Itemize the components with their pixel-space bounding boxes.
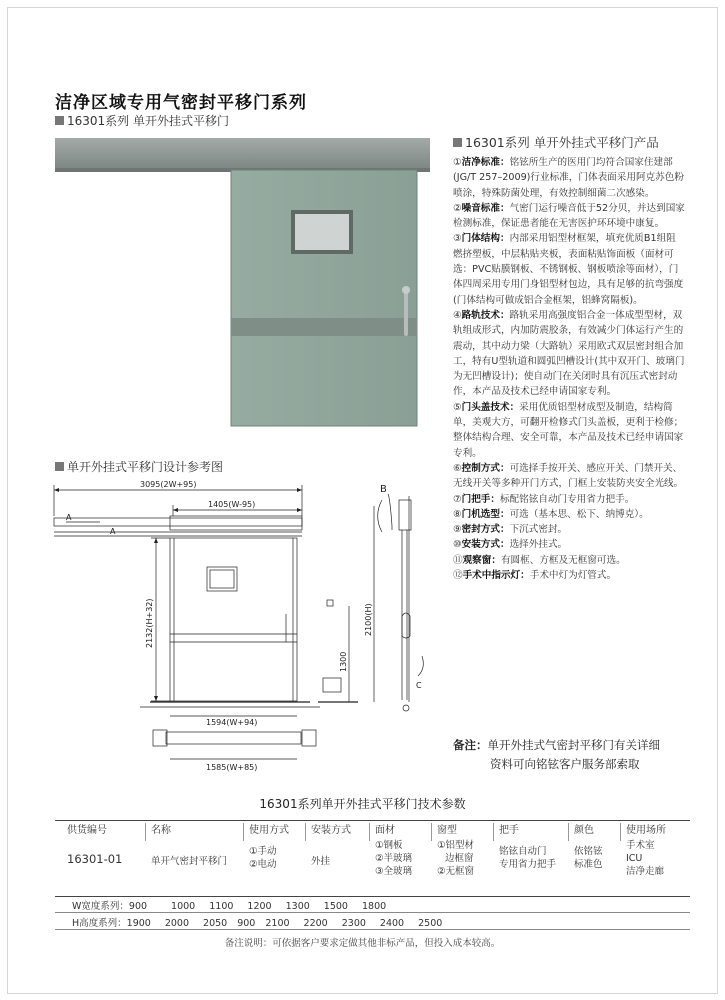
door-handle: [404, 290, 408, 336]
parameter-table: [55, 820, 690, 897]
col-window: [433, 821, 493, 896]
cell-value: ①铝型材 边框窗 ②无框窗: [437, 840, 475, 877]
width-value: 1800: [361, 901, 387, 912]
section-label-c: C: [416, 681, 422, 690]
door-header-box: [55, 138, 430, 170]
col-header: 面材: [375, 825, 395, 836]
dim-inner-width: 1405(W-95): [208, 500, 256, 509]
technical-drawing: [40, 476, 440, 776]
square-bullet-icon: [55, 116, 64, 125]
section-subtitle: [55, 112, 229, 129]
col-material: [371, 821, 429, 896]
width-series-row: [72, 898, 386, 912]
height-value: 2100: [265, 918, 290, 929]
width-value: 1200: [247, 901, 272, 912]
dim-side-height: 2100(H): [364, 603, 373, 636]
col-operation: [245, 821, 307, 896]
dim-bottom-width-1: 1594(W+94): [206, 718, 258, 727]
height-series-row: [72, 915, 442, 929]
height-value: 1900: [126, 918, 151, 929]
cell-value: 铭铉自动门 专用省力把手: [499, 846, 557, 870]
width-value: 1100: [209, 901, 234, 912]
col-header: 安装方式: [311, 825, 351, 836]
contact-note: [453, 736, 660, 774]
spec-item: ⑥控制方式：可选择手按开关、感应开关、门禁开关、无线开关等多种开门方式，门框上安装防夹安全光线。: [453, 462, 684, 490]
width-value: 1500: [323, 901, 348, 912]
drawing-heading: [55, 458, 223, 475]
height-value: 2000: [164, 918, 190, 929]
door-panel: [231, 170, 417, 426]
observation-window-glass: [295, 214, 349, 250]
height-value: 900: [237, 918, 256, 929]
spec-item: ③门体结构：内部采用铝型材框架，填充优质B1组阻燃挤塑板，中层粘贴夹板，表面粘贴饰面板（面材可选：PVC贴膜钢板、不锈钢板、钢板喷涂等面材），门体四周采用专用门身铝型材包边，具有足够的抗弯强度(门体结构可做成铝合金框架，铝蜂窝隔板)。: [453, 233, 684, 306]
width-value: 900: [128, 901, 148, 912]
spec-item: ⑪观察窗：有圆框、方框及无框窗可选。: [453, 554, 626, 566]
spec-item: ⑩安装方式：选择外挂式。: [453, 539, 568, 551]
square-bullet-icon: [453, 138, 462, 147]
height-series-label: H高度系列：: [72, 918, 127, 929]
width-value: 1000: [171, 901, 196, 912]
spec-item: ②噪音标准：气密门运行噪音低于52分贝，并达到国家检测标准，保证患者能在无害医护环环境中康复。: [453, 202, 685, 230]
door-product-image: [55, 130, 430, 430]
square-bullet-icon: [55, 462, 64, 471]
dim-switch-height: 1300: [339, 651, 348, 672]
spec-item: ⑦门把手：标配铭铉自动门专用省力把手。: [453, 493, 635, 505]
width-value: 1300: [285, 901, 310, 912]
col-header: 把手: [499, 825, 519, 836]
col-header: 窗型: [437, 825, 457, 836]
col-install: [307, 821, 369, 896]
col-color: [570, 821, 622, 896]
height-value: 2300: [341, 918, 366, 929]
row-divider: [55, 912, 690, 913]
door-kick-band: [231, 318, 417, 336]
col-name: [147, 821, 239, 896]
table-remark: 备注说明：可依据客户要求定做其他非标产品，但投入成本较高。: [224, 938, 501, 949]
spec-item: ⑤门头盖技术：采用优质铝型材成型及制造，结构简单，美观大方，可翻开检修式门头盖板，更利于检修；整体结构合理、安全可靠，本产品及技术已经申请国家专利。: [453, 401, 684, 459]
col-handle: [495, 821, 573, 896]
spec-item: ①洁净标准：铭铉所生产的医用门均符合国家住建部(JG/T 257–2009)行业标准，门体表面采用阿克苏色粉喷涂，特殊防菌处理，有效控制细菌二次感染。: [453, 157, 684, 199]
cell-value: ①手动 ②电动: [249, 846, 277, 870]
col-header: 颜色: [574, 825, 594, 836]
dim-door-height: 2132(H+32): [145, 598, 154, 648]
spec-heading-text: 16301系列 单开外挂式平移门产品: [465, 135, 659, 150]
note-line-2: 资料可向铭铉客户服务部索取: [490, 757, 640, 771]
cell-value: 依铭铉 标准色: [574, 846, 603, 870]
spec-item: ⑧门机选型：可选（基本思、松下、纳博克）。: [453, 508, 649, 520]
height-value: 2050: [203, 918, 228, 929]
col-header: 供货编号: [67, 825, 107, 836]
spec-item: ⑫手术中指示灯：手术中灯为灯管式。: [453, 570, 617, 582]
spec-list: [453, 155, 685, 583]
col-header: 使用方式: [249, 825, 289, 836]
note-line-1: 单开外挂式气密封平移门有关详细: [487, 738, 660, 752]
col-header: 名称: [151, 825, 171, 836]
drawing-heading-text: 单开外挂式平移门设计参考图: [67, 460, 224, 474]
col-header: 使用场所: [626, 825, 666, 836]
height-value: 2400: [379, 918, 405, 929]
height-value: 2500: [418, 918, 443, 929]
row-divider: [55, 929, 690, 930]
cell-value: 外挂: [311, 856, 331, 867]
spec-item: ⑨密封方式：下沉式密封。: [453, 524, 568, 536]
section-label-a-1: A: [66, 513, 72, 522]
section-subtitle-text: 16301系列 单开外挂式平移门: [67, 114, 229, 128]
dim-bottom-width-2: 1585(W+85): [206, 763, 258, 772]
section-label-b: B: [380, 484, 387, 495]
cell-value: 16301-01: [67, 852, 123, 866]
height-value: 2200: [303, 918, 328, 929]
note-label: 备注：: [453, 738, 488, 752]
page-title: 洁净区域专用气密封平移门系列: [55, 93, 307, 113]
cell-value: 手术室 ICU 洁净走廊: [626, 840, 665, 877]
width-series-label: W宽度系列：: [72, 901, 129, 912]
spec-heading: [453, 133, 659, 151]
section-label-a-2: A: [110, 527, 116, 536]
dim-overall-width: 3095(2W+95): [140, 480, 197, 489]
col-usage: [622, 821, 688, 896]
spec-item: ④路轨技术：路轨采用高强度铝合金一体成型型材，双轨组成形式，内加防震胶条，有效减少门体运行产生的震动，其中动力梁（大路轨）采用欧式双层密封组合加工，特有U型轨道和圆弧凹槽设计(其中双开门、玻璃门为无凹槽设计)；使自动门在关闭时具有沉压式密封动作，本产品及技术已经申请国家专利。: [453, 309, 685, 398]
table-title: 16301系列单开外挂式平移门技术参数: [259, 797, 466, 811]
cell-value: 单开气密封平移门: [151, 856, 228, 867]
col-code: [63, 821, 133, 896]
cell-value: ①钢板 ②半玻璃 ③全玻璃: [375, 840, 413, 877]
